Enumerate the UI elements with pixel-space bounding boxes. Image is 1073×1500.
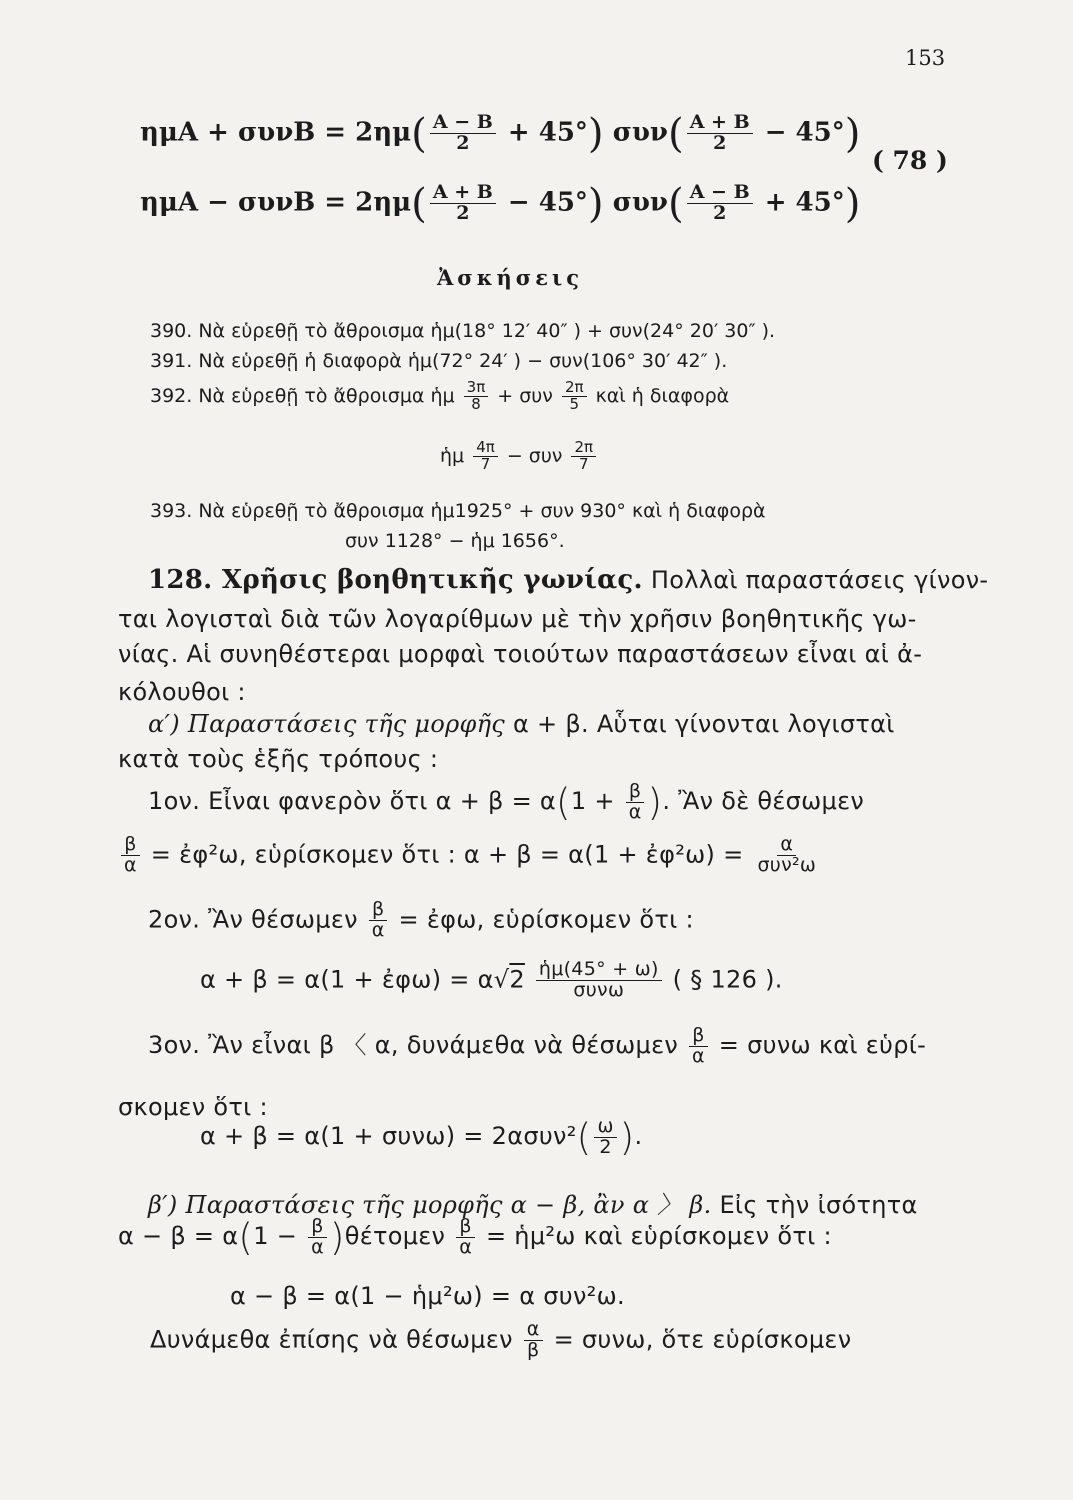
equation-number: ( 78 ) <box>872 146 948 175</box>
part-a-second-frac <box>369 900 388 941</box>
exercise-391: 391. Νὰ εὑρεθῇ ἡ διαφορὰ ἡμ(72° 24′ ) − συν(106° 30′ 42″ ). <box>150 350 728 372</box>
exercise-392-frac-1-num: 3π <box>464 380 489 397</box>
exercise-392b-frac-2-num: 2π <box>571 440 596 457</box>
part-b-rest: Εἰς τὴν ἰσότητα <box>719 1191 918 1219</box>
part-a-third3-frac-num: ω <box>594 1117 616 1138</box>
part-a-third3-frac <box>594 1114 616 1158</box>
formula-1-lhs: ημA + συνB = 2ημ <box>140 117 412 148</box>
part-a-third3-start: α + β = α(1 + συνω) = 2ασυν² <box>200 1122 577 1150</box>
part-a-second-frac-den: α <box>371 918 385 941</box>
part-a-first2-rfrac-den: συν²ω <box>757 853 817 876</box>
part-a-heading: α′) Παραστάσεις τῆς μορφῆς <box>148 710 506 738</box>
formula-2-frac-1-num: A + B <box>430 183 496 204</box>
formula-1-frac-2 <box>687 113 753 154</box>
part-b-l2-frac-den: α <box>311 1235 324 1258</box>
exercise-392-frac-2-den: 5 <box>569 394 580 413</box>
part-a-third-frac-num: β <box>689 1026 707 1047</box>
exercise-392-text: 392. Νὰ εὑρεθῇ τὸ ἄθροισμα ἡμ <box>150 384 455 407</box>
part-a-third-start: 3ον. Ἂν εἶναι β 〈 α, δυνάμεθα νὰ θέσωμεν <box>148 1031 679 1059</box>
exercise-392-frac-1 <box>464 380 489 413</box>
section-l1: Πολλαὶ παραστάσεις γίνον- <box>650 566 989 594</box>
part-b-line-4 <box>150 1320 851 1361</box>
formula-1-fn: συν <box>612 117 668 148</box>
part-b-l2-frac <box>308 1214 327 1258</box>
page-number: 153 <box>905 46 946 70</box>
part-a-third3-frac-den: 2 <box>599 1135 612 1158</box>
part-a-line-2: κατὰ τοὺς ἑξῆς τρόπους : <box>118 745 439 773</box>
formula-2-frac-2 <box>687 183 753 224</box>
part-a-third-line-3: α + β = α(1 + συνω) = 2ασυν²( $\frac{\omega}{2}$ ). <box>200 1114 643 1159</box>
part-a-expr: α + β. <box>512 710 589 738</box>
part-a-second-start: 2ον. Ἂν θέσωμεν <box>148 905 358 934</box>
exercise-392b-start: ἡμ <box>440 444 465 467</box>
part-a-second2-ref: ( § 126 ). <box>672 965 783 994</box>
part-b-line-2: α − β = α(1 − $\frac{\beta}{\alpha}$ )θέτομεν $\frac{\beta}{\alpha}$ = ἡμ²ω καὶ εὑρίσκομεν ὅτι : <box>118 1214 832 1259</box>
part-a-first-end: . Ἂν δὲ θέσωμεν <box>662 787 865 815</box>
part-a-third <box>148 1025 926 1066</box>
exercise-392-line-2 <box>440 440 599 473</box>
part-a-first-frac-den: α <box>628 800 642 823</box>
part-a-first2-mid: = ἐφ²ω, εὑρίσκομεν ὅτι : α + β = α(1 + ἐφ²ω) = <box>150 840 744 869</box>
part-a-first2-frac <box>121 835 140 876</box>
part-a-rest: Αὗται γίνονται λογισταὶ <box>596 710 895 738</box>
part-b-l2-frac-2-num: β <box>456 1217 474 1238</box>
exercise-392b-frac-1 <box>473 440 498 473</box>
part-b-l4-start: Δυνάμεθα ἐπίσης νὰ θέσωμεν <box>150 1325 513 1354</box>
formula-1-frac-1-den: 2 <box>456 132 470 154</box>
part-b-heading: β′) Παραστάσεις τῆς μορφῆς α − β, ἂν α 〉 β. <box>148 1191 712 1219</box>
part-a-third-end: = συνω καὶ εὑρί- <box>718 1031 927 1059</box>
formula-1-frac-2-den: 2 <box>713 132 727 154</box>
part-a-first2-rfrac <box>754 835 819 876</box>
part-a-first-start: 1ον. Εἶναι φανερὸν ὅτι α + β = α <box>148 787 557 815</box>
part-b-l4-frac-num: α <box>524 1320 543 1341</box>
formula-1-frac-1-num: A − B <box>430 113 496 134</box>
part-a-second2-frac <box>536 960 662 1001</box>
part-a-third-line-2: σκομεν ὅτι : <box>118 1093 268 1121</box>
formula-2-frac-2-den: 2 <box>713 202 727 224</box>
part-b-l2-end: = ἡμ²ω καὶ εὑρίσκομεν ὅτι : <box>485 1222 832 1250</box>
formula-2-mid: − 45° <box>507 187 588 218</box>
exercise-392b-frac-1-den: 7 <box>480 454 491 473</box>
part-a-second2-frac-num: ἡμ(45° + ω) <box>536 960 662 981</box>
part-b-l2-start: α − β = α <box>118 1222 239 1250</box>
formula-1-end: − 45° <box>764 117 845 148</box>
part-a-first: 1ον. Εἶναι φανερὸν ὅτι α + β = α(1 + $\frac{\beta}{\alpha}$ ). Ἂν δὲ θέσωμεν <box>148 779 865 824</box>
exercise-392b-frac-2-den: 7 <box>578 454 589 473</box>
part-b-l2-mid: θέτομεν <box>344 1222 446 1250</box>
section-128-line-1 <box>148 565 988 595</box>
part-a-first2-frac-den: α <box>124 853 137 876</box>
exercise-393: 393. Νὰ εὑρεθῇ τὸ ἄθροισμα ἡμ1925° + συν 930° καὶ ἡ διαφορὰ <box>150 500 766 522</box>
formula-line-2: ημA − συνB = 2ημ( $\frac{A + B}{2}$ − 45°) συν( $\frac{A - B}{2}$ + 45°) <box>140 180 861 227</box>
exercise-390: 390. Νὰ εὑρεθῇ τὸ ἄθροισμα ἡμ(18° 12′ 40″ ) + συν(24° 20′ 30″ ). <box>150 320 776 342</box>
part-b-l4-frac-den: β <box>526 1338 540 1361</box>
part-a-third-frac <box>689 1023 708 1067</box>
part-a-second-end: = ἐφω, εὑρίσκομεν ὅτι : <box>398 905 694 934</box>
part-a-second <box>148 900 694 941</box>
part-a-second2-sqrt: 2 <box>509 965 525 994</box>
formula-1-frac-2-num: A + B <box>687 113 753 134</box>
part-a-second-frac-num: β <box>369 900 387 921</box>
part-b-l2-frac-2-den: α <box>459 1235 473 1258</box>
exercise-392-plus: + συν <box>497 384 553 407</box>
part-a-third-frac-den: α <box>692 1044 705 1067</box>
part-a-first2-frac-num: β <box>121 835 139 856</box>
exercise-392b-minus: − συν <box>506 444 563 467</box>
exercise-392-frac-2 <box>562 380 587 413</box>
part-a-first2-rfrac-num: α <box>777 835 796 856</box>
exercise-392-frac-2-num: 2π <box>562 380 587 397</box>
formula-line-1: ημA + συνB = 2ημ( $\frac{A - B}{2}$ + 45°) συν( $\frac{A + B}{2}$ − 45°) <box>140 110 861 157</box>
formula-2-fn: συν <box>612 187 668 218</box>
part-b-line-3: α − β = α(1 − ἡμ²ω) = α συν²ω. <box>230 1282 625 1310</box>
exercise-392 <box>150 380 729 413</box>
part-a-second2-start: α + β = α(1 + ἐφω) = α <box>200 965 494 994</box>
exercise-392b-frac-2 <box>571 440 596 473</box>
part-a-second-line-2: α + β = α(1 + ἐφω) = α√2 $\frac{\text{ἡμ(45° + ω)}}{\text{συνω}}$ ( § 126 ). <box>200 958 783 1001</box>
formula-1-mid: + 45° <box>507 117 588 148</box>
part-b-l2-frac-2 <box>456 1214 475 1258</box>
part-a-first-frac-num: β <box>626 782 644 803</box>
part-a-heading-line <box>148 710 895 738</box>
exercise-392-end: καὶ ἡ διαφορὰ <box>595 384 730 407</box>
formula-2-lhs: ημA − συνB = 2ημ <box>140 187 412 218</box>
exercise-393-line-2: συν 1128° − ἡμ 1656°. <box>345 530 565 552</box>
exercises-heading: Ἀσκήσεις <box>437 265 583 290</box>
part-b-l2-frac-num: β <box>308 1217 326 1238</box>
formula-1-frac-1 <box>430 113 496 154</box>
exercise-392b-frac-1-num: 4π <box>473 440 498 457</box>
section-128-line-3: νίας. Αἱ συνηθέστεραι μορφαὶ τοιούτων παραστάσεων εἶναι αἱ ἀ- <box>118 640 923 668</box>
part-b-l4-end: = συνω, ὅτε εὑρίσκομεν <box>553 1325 852 1354</box>
part-a-first-frac <box>626 779 645 823</box>
section-128-line-2: ται λογισταὶ διὰ τῶν λογαρίθμων μὲ τὴν χρῆσιν βοηθητικῆς γω- <box>118 605 917 633</box>
part-a-second2-frac-den: συνω <box>573 978 625 1001</box>
part-b-l2-paren: 1 − <box>253 1222 298 1250</box>
section-128-line-4: κόλουθοι : <box>118 678 246 706</box>
section-title: 128. Χρῆσις βοηθητικῆς γωνίας. <box>148 565 643 595</box>
part-b-l4-frac <box>524 1320 543 1361</box>
exercise-392-frac-1-den: 8 <box>471 394 481 413</box>
formula-2-frac-1 <box>430 183 496 224</box>
formula-2-frac-1-den: 2 <box>456 202 470 224</box>
formula-2-end: + 45° <box>764 187 845 218</box>
part-a-first-paren: 1 + <box>570 787 615 815</box>
formula-2-frac-2-num: A − B <box>687 183 753 204</box>
part-a-first-line-2 <box>118 835 822 876</box>
